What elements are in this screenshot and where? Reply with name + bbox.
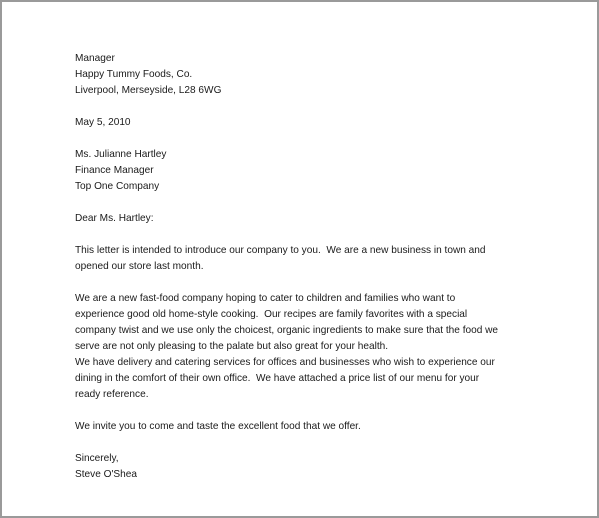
paragraph-1-line: This letter is intended to introduce our company to you. We are a new business in town and	[75, 245, 486, 256]
letter-body	[75, 51, 575, 483]
spacer	[75, 403, 575, 419]
paragraph-2-line: dining in the comfort of their own office. We have attached a price list of our menu for your	[75, 373, 480, 384]
sender-company: Happy Tummy Foods, Co.	[75, 69, 193, 80]
paragraph-2-line: serve are not only pleasing to the palate but also great for your health.	[75, 341, 389, 352]
spacer	[75, 195, 575, 211]
paragraph-2-line: experience good old home-style cooking. Our recipes are family favorites with a special	[75, 309, 468, 320]
recipient-company: Top One Company	[75, 181, 160, 192]
paragraph-2-line: We are a new fast-food company hoping to cater to children and families who want to	[75, 293, 456, 304]
spacer	[75, 227, 575, 243]
letter-date: May 5, 2010	[75, 117, 131, 128]
recipient-title: Finance Manager	[75, 165, 154, 176]
sender-title: Manager	[75, 53, 115, 64]
paragraph-3-line: We invite you to come and taste the excellent food that we offer.	[75, 421, 361, 432]
signature-name: Steve O'Shea	[75, 469, 137, 480]
spacer	[75, 131, 575, 147]
paragraph-1-line: opened our store last month.	[75, 261, 204, 272]
paragraph-2-line: company twist and we use only the choicest, organic ingredients to make sure that the food we	[75, 325, 499, 336]
spacer	[75, 275, 575, 291]
closing: Sincerely,	[75, 453, 119, 464]
recipient-name: Ms. Julianne Hartley	[75, 149, 167, 160]
salutation: Dear Ms. Hartley:	[75, 213, 154, 224]
spacer	[75, 99, 575, 115]
paragraph-2-line: We have delivery and catering services for offices and businesses who wish to experience our	[75, 357, 495, 368]
sender-address: Liverpool, Merseyside, L28 6WG	[75, 85, 222, 96]
spacer	[75, 435, 575, 451]
paragraph-2-line: ready reference.	[75, 389, 149, 400]
